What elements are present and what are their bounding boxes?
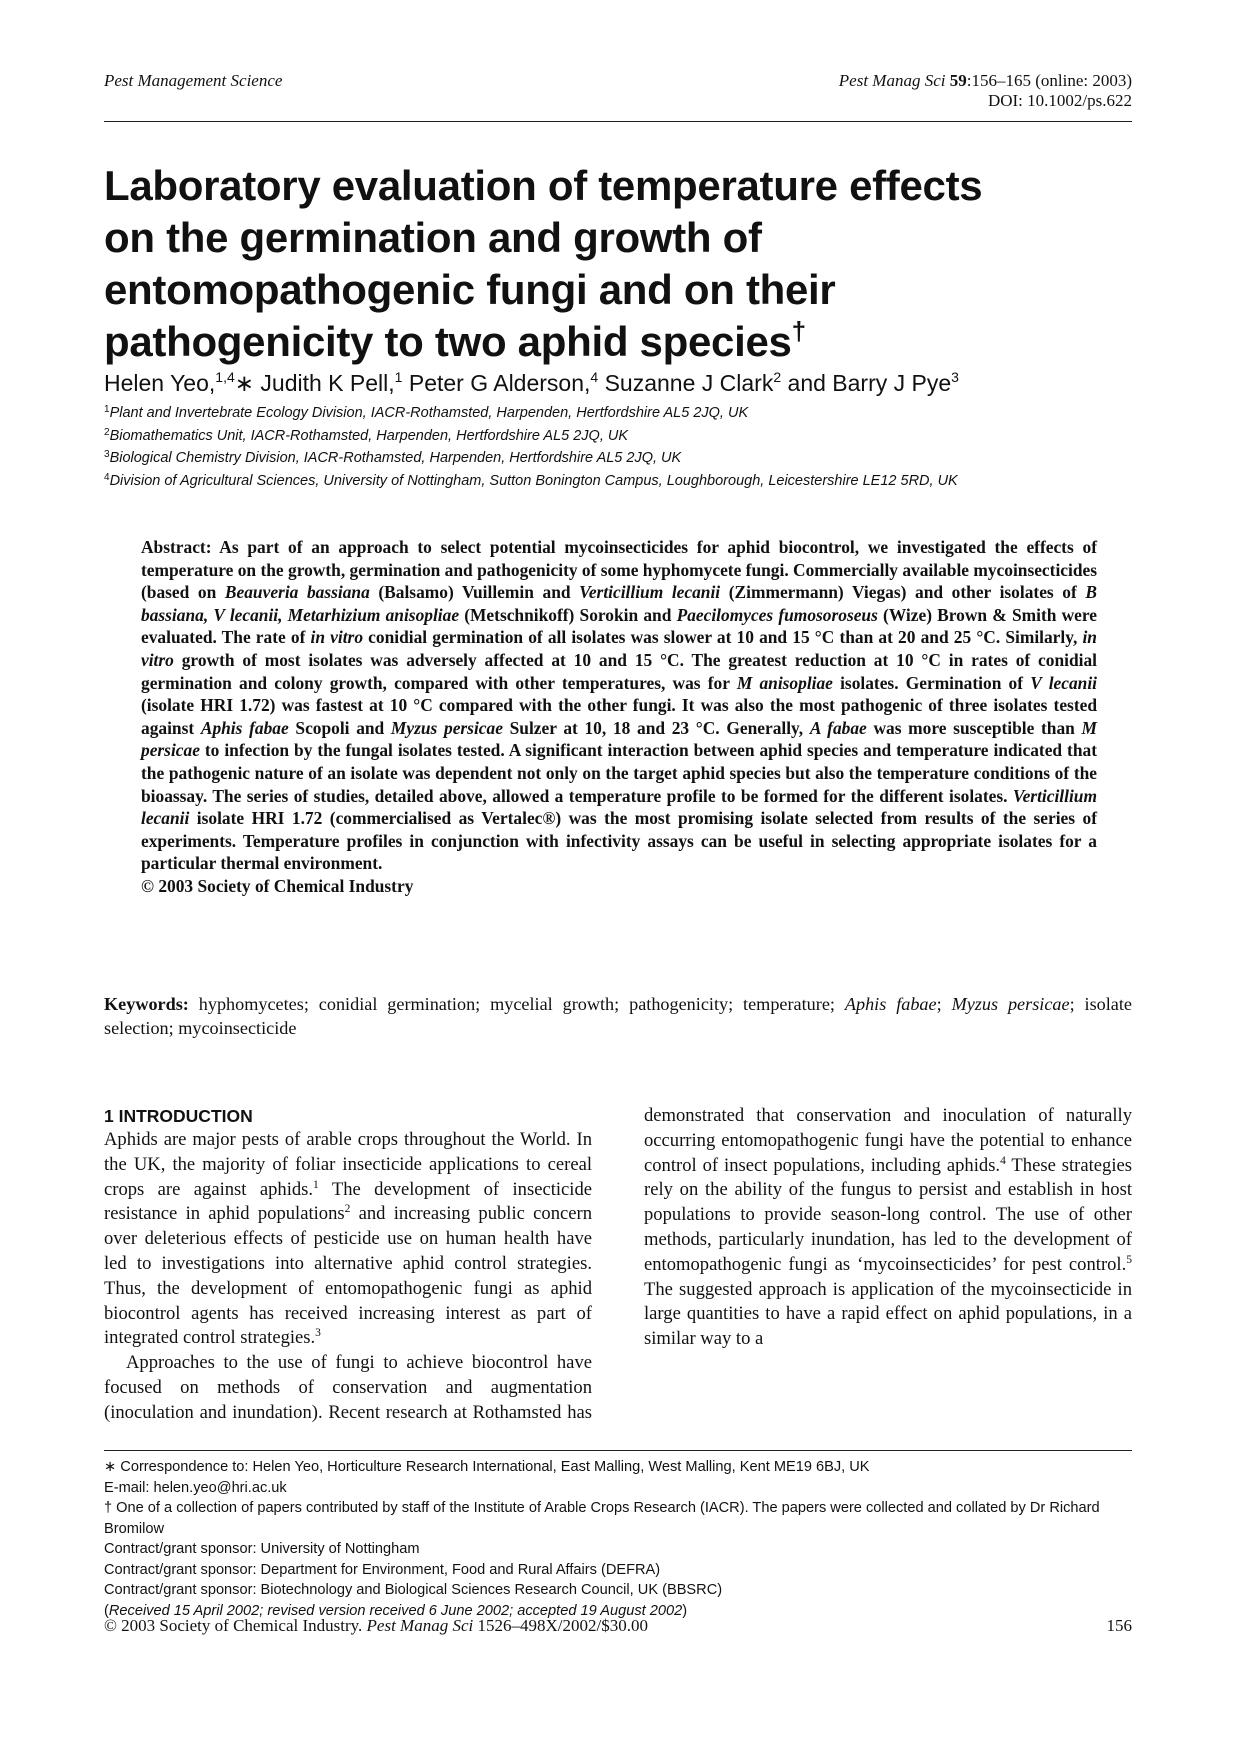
corresponding-mark: ∗ bbox=[234, 370, 255, 396]
abstract-italic: M anisopliae bbox=[736, 672, 833, 693]
footnote-received: (Received 15 April 2002; revised version received 6 June 2002; accepted 19 August 2002) bbox=[104, 1602, 688, 1619]
received-dates: Received 15 April 2002; revised version received 6 June 2002; accepted 19 August 2002 bbox=[108, 1602, 683, 1619]
title-line-2: on the germination and growth of bbox=[104, 214, 762, 261]
abstract-text: Scopoli and bbox=[288, 717, 391, 738]
abstract-italic: Verticillium lecanii bbox=[579, 582, 721, 603]
header-rule bbox=[104, 121, 1132, 122]
abstract-italic: in vitro bbox=[141, 627, 1097, 670]
paragraph-text: These strategies rely on the ability of the fungus to persist and establish in host populations to provide season-long control. The use of other methods, particularly inundation, has led to the development of entomopathogenic fungi as ‘mycoinsecticides’ for pest control. bbox=[644, 1154, 1132, 1275]
footer-copyright: © 2003 Society of Chemical Industry. bbox=[104, 1616, 367, 1635]
page-footer-copyright bbox=[104, 1616, 648, 1636]
author: Peter G Alderson, bbox=[402, 370, 591, 396]
author: Judith K Pell, bbox=[254, 370, 395, 396]
affiliation-text: Biological Chemistry Division, IACR-Rothamsted, Harpenden, Hertfordshire AL5 2JQ, UK bbox=[109, 450, 682, 466]
affiliations bbox=[104, 402, 958, 492]
article-title bbox=[104, 160, 1134, 368]
keywords-label: Keywords: bbox=[104, 994, 189, 1014]
affiliation-number: 2 bbox=[104, 426, 110, 438]
abstract-italic: Aphis fabae bbox=[200, 717, 289, 738]
affiliation-text: Biomathematics Unit, IACR-Rothamsted, Harpenden, Hertfordshire AL5 2JQ, UK bbox=[109, 427, 629, 444]
title-line-1: Laboratory evaluation of temperature effects bbox=[104, 162, 983, 209]
keywords-text: ; isolate selection; mycoinsecticide bbox=[104, 994, 1133, 1038]
section-heading: 1 INTRODUCTION bbox=[104, 1106, 253, 1126]
abstract-text: (Zimmermann) Viegas) and other isolates of bbox=[720, 582, 1086, 603]
citation-ref: 5 bbox=[1126, 1253, 1132, 1266]
affiliation bbox=[104, 402, 958, 425]
footer-journal: Pest Manag Sci bbox=[366, 1616, 474, 1635]
abstract-italic: Paecilomyces fumosoroseus bbox=[676, 604, 878, 625]
abstract-text: (Wize) Brown & Smith were evaluated. The rate of bbox=[141, 604, 1097, 648]
abstract-text: (Metschnikoff) Sorokin and bbox=[459, 604, 677, 625]
keywords-text: hyphomycetes; conidial germination; mycelial growth; pathogenicity; temperature; bbox=[188, 994, 845, 1014]
title-dagger: † bbox=[791, 316, 806, 346]
affiliation bbox=[104, 425, 958, 448]
paragraph bbox=[104, 1128, 592, 1351]
abstract-italic: A fabae bbox=[809, 717, 867, 738]
keywords-italic: Aphis fabae bbox=[844, 994, 937, 1014]
affiliation-text: Division of Agricultural Sciences, University of Nottingham, Sutton Bonington Campus, Loughborough, Leicestershire LE12 5RD, UK bbox=[109, 472, 958, 489]
citation-ref: 4 bbox=[1000, 1154, 1006, 1167]
affiliation-text: Plant and Invertebrate Ecology Division, IACR-Rothamsted, Harpenden, Hertfordshire AL5 2JQ, UK bbox=[109, 405, 749, 421]
abstract-italic: B bassiana, V lecanii, Metarhizium anisopliae bbox=[141, 582, 1097, 625]
abstract-text: isolate HRI 1.72 (commercialised as Vertalec®) was the most promising isolate selected from results of the series of experiments. Temperature profiles in conjunction with infectivity assays can be useful in selecting appropriate isolates for a particular thermal environment. bbox=[141, 808, 1097, 874]
citation-journal: Pest Manag Sci bbox=[838, 71, 946, 90]
paragraph-text: Approaches to the use of fungi to achieve biocontrol have focused on methods of conservation and augmentation (inoculation and inundation). Recent research at Rothamsted has demonstrated that conservation and inoculation of naturally occurring entomopathogenic fungi have the potential to enhance control of insect populations, including aphids. bbox=[104, 1105, 1132, 1423]
affiliation bbox=[104, 447, 958, 470]
footnote-sponsor: Contract/grant sponsor: Biotechnology and Biological Sciences Research Council, UK (BBSRC) bbox=[104, 1582, 723, 1598]
abstract-italic: Verticillium lecanii bbox=[141, 785, 1097, 829]
abstract-text: (isolate HRI 1.72) was fastest at 10 °C compared with the other fungi. It was also the most pathogenic of three isolates tested against bbox=[141, 695, 1097, 738]
abstract-text: conidial germination of all isolates was slower at 10 and 15 °C than at 20 and 25 °C. Similarly, bbox=[363, 627, 1083, 648]
abstract-text: to infection by the fungal isolates tested. A significant interaction between aphid species and temperature indicated that the pathogenic nature of an isolate was dependent not only on the target aphid species but also the temperature conditions of the bioassay. The series of studies, detailed above, allowed a temperature profile to be formed for the different isolates. bbox=[141, 740, 1097, 806]
footnote-email: E-mail: helen.yeo@hri.ac.uk bbox=[104, 1479, 287, 1496]
author-list bbox=[104, 370, 959, 397]
author: Helen Yeo, bbox=[104, 370, 216, 396]
citation-ref: 1 bbox=[313, 1178, 319, 1191]
author-affil-ref: 2 bbox=[773, 369, 782, 385]
abstract-text: growth of most isolates was adversely affected at 10 and 15 °C. The greatest reduction at 10 °C in rates of conidial germination and colony growth, compared with other temperatures, was for bbox=[141, 649, 1097, 693]
citation-volume: 59 bbox=[949, 71, 967, 90]
paragraph-text: and increasing public concern over deleterious effects of pesticide use on human health have led to investigations into alternative aphid control strategies. Thus, the development of entomopathogenic fungi as aphid biocontrol agents has received increasing interest as part of integrated control strategies. bbox=[104, 1203, 592, 1349]
author: and Barry J Pye bbox=[781, 370, 952, 396]
author-affil-ref: 1 bbox=[394, 369, 403, 385]
abstract-italic: in vitro bbox=[310, 627, 364, 648]
keywords bbox=[104, 992, 1132, 1040]
page-number: 156 bbox=[1106, 1616, 1132, 1635]
footnote-sponsor: Contract/grant sponsor: Department for Environment, Food and Rural Affairs (DEFRA) bbox=[104, 1561, 661, 1578]
affiliation-number: 4 bbox=[104, 471, 110, 483]
body-column-left bbox=[104, 1104, 1132, 1426]
footnote-sponsor: Contract/grant sponsor: University of Nottingham bbox=[104, 1541, 420, 1557]
running-header-citation bbox=[839, 71, 1132, 111]
abstract-italic: M persicae bbox=[141, 717, 1098, 761]
abstract-text: Abstract: As part of an approach to select potential mycoinsecticides for aphid biocontrol, we investigated the effects of temperature on the growth, germination and pathogenicity of some hyphomycete fungi. Commercially available mycoinsecticides (based on bbox=[141, 537, 1097, 603]
author-affil-ref: 1,4 bbox=[215, 369, 235, 385]
footnotes bbox=[104, 1457, 1134, 1621]
abstract-copyright: © 2003 Society of Chemical Industry bbox=[141, 875, 414, 896]
affiliation bbox=[104, 470, 958, 493]
paragraph-text: Aphids are major pests of arable crops throughout the World. In the UK, the majority of foliar insecticide applications to cereal crops are against aphids. bbox=[104, 1129, 592, 1200]
citation-line bbox=[839, 71, 1132, 90]
footnote-correspondence: ∗ Correspondence to: Helen Yeo, Horticulture Research International, East Malling, West Malling, Kent ME19 6BJ, UK bbox=[104, 1459, 870, 1475]
paragraph-text: The development of insecticide resistance in aphid populations bbox=[104, 1178, 593, 1225]
keywords-separator: ; bbox=[936, 994, 952, 1014]
abstract-italic: Beauveria bassiana bbox=[224, 582, 370, 603]
affiliation-number: 3 bbox=[104, 449, 110, 460]
keywords-italic: Myzus persicae bbox=[951, 994, 1070, 1014]
citation-ref: 3 bbox=[315, 1327, 321, 1340]
running-header-journal: Pest Management Science bbox=[104, 71, 283, 90]
paragraph-text: The suggested approach is application of the mycoinsecticide in large quantities to have a rapid effect on aphid populations, in a similar way to a bbox=[644, 1278, 1132, 1350]
abstract bbox=[141, 536, 1097, 898]
abstract-text: isolates. Germination of bbox=[832, 672, 1031, 693]
affiliation-number: 1 bbox=[104, 404, 110, 415]
footnote-rule bbox=[104, 1450, 1132, 1451]
author: Suzanne J Clark bbox=[598, 370, 774, 396]
citation-pages: :156–165 (online: 2003) bbox=[966, 71, 1132, 90]
abstract-text: (Balsamo) Vuillemin and bbox=[369, 582, 580, 603]
abstract-text: was more susceptible than bbox=[866, 717, 1082, 738]
author-affil-ref: 3 bbox=[951, 369, 959, 385]
abstract-italic: Myzus persicae bbox=[390, 717, 503, 738]
abstract-italic: V lecanii bbox=[1030, 672, 1098, 693]
footnote-dagger: † One of a collection of papers contributed by staff of the Institute of Arable Crops Research (IACR). The papers were collected and collated by Dr Richard Bromilow bbox=[104, 1500, 1100, 1537]
citation-ref: 2 bbox=[344, 1203, 351, 1216]
abstract-text: Sulzer at 10, 18 and 23 °C. Generally, bbox=[502, 717, 810, 738]
author-affil-ref: 4 bbox=[590, 369, 599, 385]
title-line-3: entomopathogenic fungi and on their bbox=[104, 266, 836, 313]
title-line-4: pathogenicity to two aphid species bbox=[104, 318, 792, 365]
doi: DOI: 10.1002/ps.622 bbox=[987, 91, 1132, 110]
footer-issn: 1526–498X/2002/$30.00 bbox=[473, 1616, 648, 1635]
